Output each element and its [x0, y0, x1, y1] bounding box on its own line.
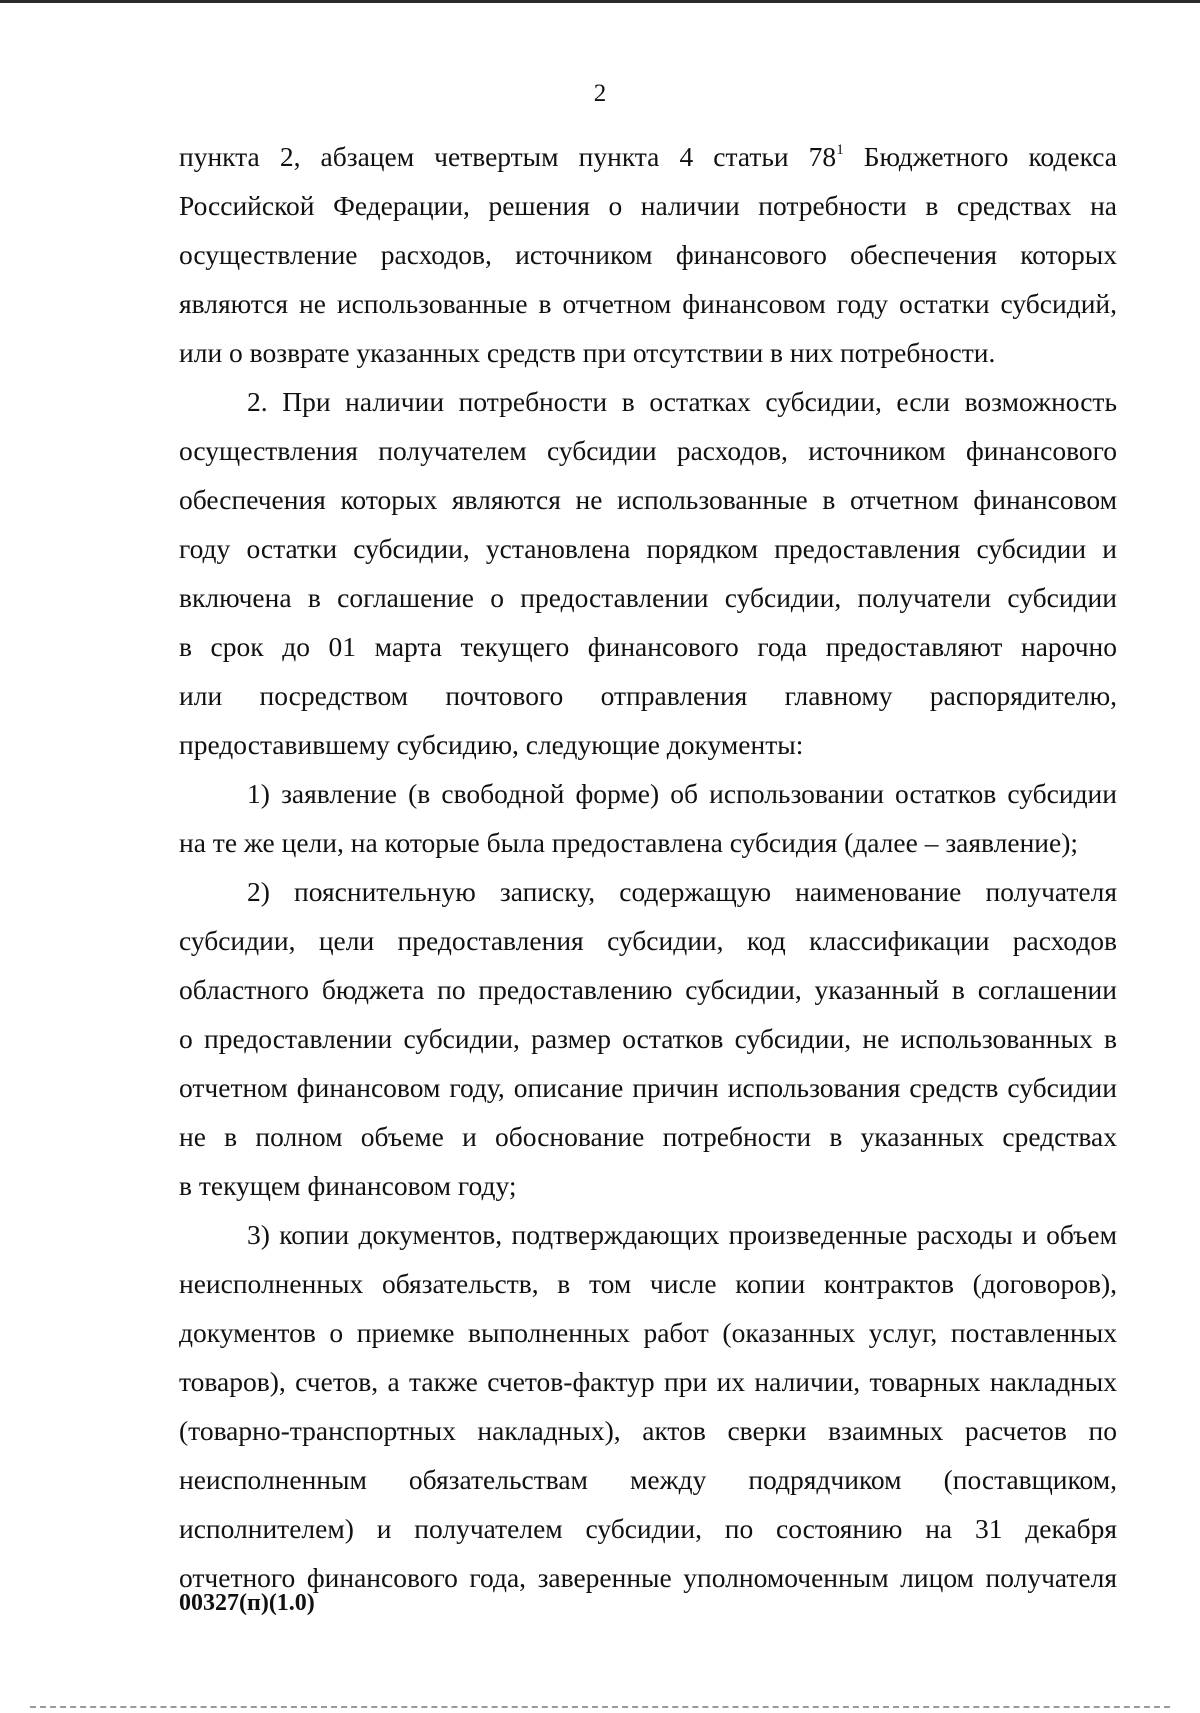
text-line: году остатки субсидии, установлена порядком предоставления субсидии и [179, 533, 1117, 564]
text-line: включена в соглашение о предоставлении субсидии, получатели субсидии [179, 582, 1117, 613]
text-line: осуществление расходов, источником финансового обеспечения которых [179, 239, 1117, 270]
text-line: субсидии, цели предоставления субсидии, код классификации расходов [179, 925, 1117, 956]
text-line: на те же цели, на которые была предоставлена субсидия (далее – заявление); [179, 827, 1079, 858]
document-body [179, 132, 1117, 1602]
page-number: 2 [593, 80, 607, 107]
text-line: товаров), счетов, а также счетов-фактур при их наличии, товарных накладных [179, 1366, 1117, 1397]
text-line: (товарно-транспортных накладных), актов сверки взаимных расчетов по [179, 1415, 1117, 1446]
bottom-scan-edge [30, 1706, 1170, 1710]
text-line: неисполненным обязательствам между подрядчиком (поставщиком, [179, 1464, 1117, 1495]
text-line: 1) заявление (в свободной форме) об использовании остатков субсидии [247, 778, 1117, 809]
text-line: отчетном финансовом году, описание причин использования средств субсидии [179, 1072, 1117, 1103]
document-code: 00327(п)(1.0) [179, 1590, 315, 1616]
text-line: обеспечения которых являются не использованные в отчетном финансовом [179, 484, 1117, 515]
top-scan-edge [0, 0, 1200, 3]
text-line: отчетного финансового года, заверенные уполномоченным лицом получателя [179, 1562, 1117, 1593]
text-line: пункта 2, абзацем четвертым пункта 4 статьи $78^1$ Бюджетного кодекса [179, 141, 1117, 172]
text-line: являются не использованные в отчетном финансовом году остатки субсидий, [179, 288, 1117, 319]
text-line: в текущем финансовом году; [179, 1170, 517, 1201]
text-line: 2. При наличии потребности в остатках субсидии, если возможность [247, 386, 1117, 417]
text-line: предоставившему субсидию, следующие документы: [179, 729, 804, 760]
text-line: или посредством почтового отправления главному распорядителю, [179, 680, 1117, 711]
text-line: областного бюджета по предоставлению субсидии, указанный в соглашении [179, 974, 1117, 1005]
text-line: о предоставлении субсидии, размер остатков субсидии, не использованных в [179, 1023, 1117, 1054]
text-line: 3) копии документов, подтверждающих произведенные расходы и объем [247, 1219, 1117, 1250]
text-line: документов о приемке выполненных работ (оказанных услуг, поставленных [179, 1317, 1117, 1348]
text-line: не в полном объеме и обоснование потребности в указанных средствах [179, 1121, 1117, 1152]
text-line: неисполненных обязательств, в том числе копии контрактов (договоров), [179, 1268, 1117, 1299]
text-line: Российской Федерации, решения о наличии потребности в средствах на [179, 190, 1117, 221]
text-line: в срок до 01 марта текущего финансового года предоставляют нарочно [179, 631, 1117, 662]
text-line: или о возврате указанных средств при отсутствии в них потребности. [179, 337, 996, 368]
text-line: 2) пояснительную записку, содержащую наименование получателя [247, 876, 1117, 907]
superscript: 1 [836, 142, 844, 158]
text-line: осуществления получателем субсидии расходов, источником финансового [179, 435, 1117, 466]
text-line: исполнителем) и получателем субсидии, по состоянию на 31 декабря [179, 1513, 1117, 1544]
